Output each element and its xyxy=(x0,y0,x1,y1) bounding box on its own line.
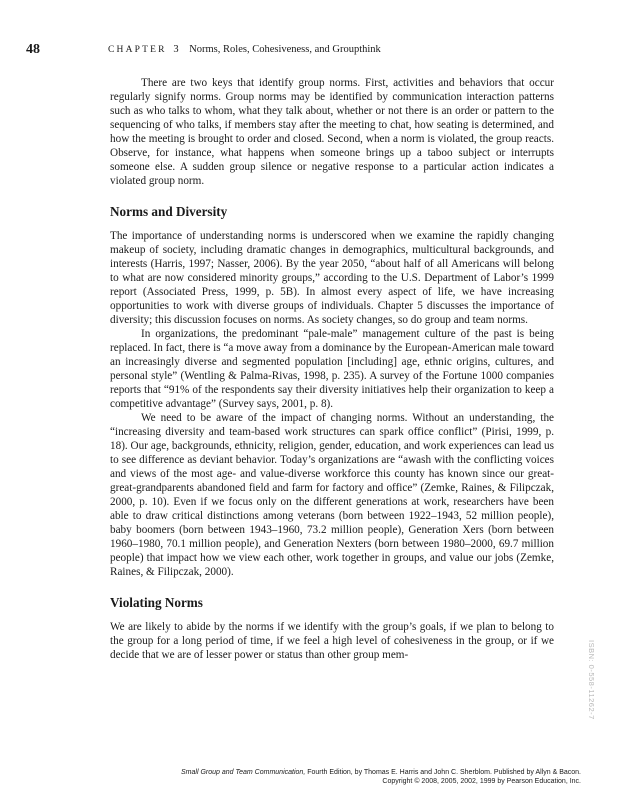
isbn-margin-note: ISBN: 0-558-11262-7 xyxy=(587,640,596,720)
running-head xyxy=(108,43,381,57)
violating-norms-paragraph: We are likely to abide by the norms if we identify with the group’s goals, if we plan to belong to the group for a long period of time, if we feel a high level of cohesiveness in the group, or if we decide that we are of lesser power or status than other group mem- xyxy=(110,621,554,661)
section-heading-norms-diversity: Norms and Diversity xyxy=(110,204,228,219)
section-heading-violating-norms: Violating Norms xyxy=(110,595,203,610)
chapter-label: CHAPTER xyxy=(108,45,167,55)
norms-diversity-paragraph-3: We need to be aware of the impact of changing norms. Without an understanding, the “increasing diversity and team-based work structures can spark office conflict” (Pirisi, 1999, p. 18). Our age, backgrounds, ethnicity, religion, gender, education, and work experiences can lead us to see difference as deviant behavior. Today’s organizations are “awash with the conflicting voices and views of the most age- and value-diverse workforce this county has known since our great-great-grandparents abandoned field and farm for factory and office” (Zemke, Raines, & Filipczak, 2000, p. 10). Even if we focus only on the different generations at work, researchers have been able to draw critical distinctions among veterans (born between 1922–1943, 52 million people), baby boomers (born between 1943–1960, 73.2 million people), Generation Xers (born between 1960–1980, 70.1 million people), and Generation Nexters (born between 1980–2000, 69.7 million people) that impact how we view each other, work together in groups, and value our jobs (Zemke, Raines, & Filipczak, 2000). xyxy=(110,412,554,578)
copyright-footer xyxy=(61,768,581,786)
publication-info: Fourth Edition, by Thomas E. Harris and John C. Sherblom. Published by Allyn & Bacon. xyxy=(305,769,581,776)
copyright-line: Copyright © 2008, 2005, 2002, 1999 by Pearson Education, Inc. xyxy=(382,778,581,785)
book-title: Small Group and Team Communication, xyxy=(181,769,306,776)
page-number: 48 xyxy=(26,42,40,57)
page-body xyxy=(110,76,554,662)
norms-diversity-paragraph-1: The importance of understanding norms is underscored when we examine the rapidly changing makeup of society, including dramatic changes in demographics, multicultural backgrounds, and interests (Harris, 1997; Nasser, 2006). By the year 2050, “about half of all Americans will belong to what are now considered minority groups,” according to the U.S. Department of Labor’s 1999 report (Associated Press, 1999, p. 5B). In almost every aspect of life, we have increasing opportunities to work with diverse groups of individuals. Chapter 5 discusses the importance of diversity; this discussion focuses on norms. As society changes, so do group and team norms. xyxy=(110,230,554,326)
running-header xyxy=(26,42,586,58)
publication-line xyxy=(61,768,581,777)
chapter-number: 3 xyxy=(173,44,179,55)
chapter-title: Norms, Roles, Cohesiveness, and Groupthink xyxy=(189,44,381,55)
intro-paragraph: There are two keys that identify group norms. First, activities and behaviors that occur regularly signify norms. Group norms may be identified by communication interaction patterns such as who talks to whom, what they talk about, whether or not there is an order or pattern to the sequencing of who talks, if members stay after the meeting to chat, how seating is determined, and how the meeting is brought to order and closed. Second, when a norm is violated, the group reacts. Observe, for instance, what happens when someone brings up a taboo subject or interrupts someone else. A sudden group silence or negative response to a particular action indicates a violated group norm. xyxy=(110,77,554,187)
norms-diversity-paragraph-2: In organizations, the predominant “pale-male” management culture of the past is being replaced. In fact, there is “a move away from a dominance by the European-American male toward an increasingly diverse and segmented population [including] age, ethnic origins, cultures, and personal style” (Wentling & Palma-Rivas, 1998, p. 235). A survey of the Fortune 1000 companies reports that “91% of the respondents say their diversity initiatives help their organization to keep a competitive advantage” (Survey says, 2001, p. 8). xyxy=(110,328,554,410)
